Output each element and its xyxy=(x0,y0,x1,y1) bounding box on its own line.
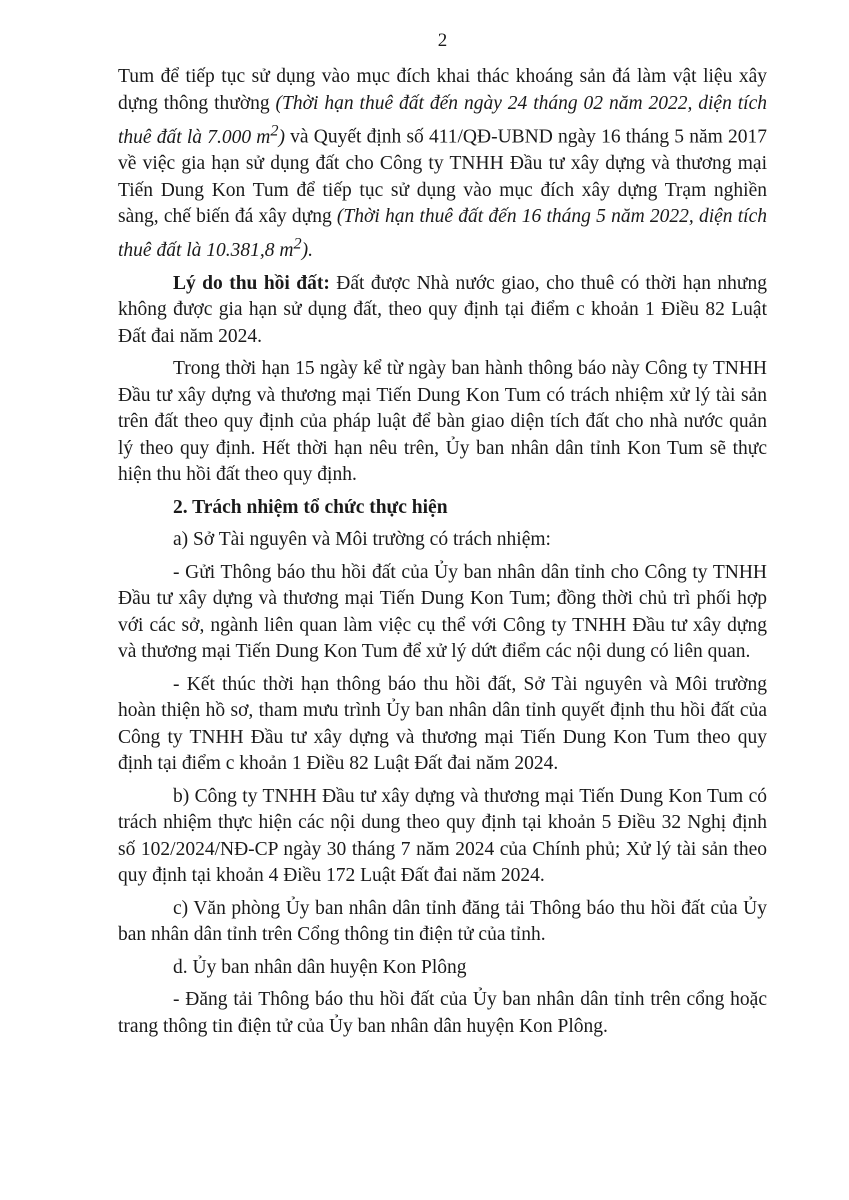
item-b: b) Công ty TNHH Đầu tư xây dựng và thương mại Tiến Dung Kon Tum có trách nhiệm thực hiện các nội dung theo quy định tại khoản 5 Điều 32 Nghị định số 102/2024/NĐ-CP ngày 30 tháng 7 năm 2024 của Chính phủ; Xử lý tài sản theo quy định tại khoản 4 Điều 172 Luật Đất đai năm 2024. xyxy=(118,785,767,886)
item-d-bullet-1: - Đăng tải Thông báo thu hồi đất của Ủy ban nhân dân tỉnh trên cổng hoặc trang thông tin điện tử của Ủy ban nhân dân huyện Kon Plông. xyxy=(118,989,767,1037)
paragraph-deadline: Trong thời hạn 15 ngày kể từ ngày ban hành thông báo này Công ty TNHH Đầu tư xây dựng và thương mại Tiến Dung Kon Tum có trách nhiệm xử lý tài sản trên đất theo quy định của pháp luật để bàn giao diện tích đất cho nhà nước quản lý theo quy định. Hết thời hạn nêu trên, Ủy ban nhân dân tỉnh Kon Tum sẽ thực hiện thu hồi đất theo quy định. xyxy=(118,358,767,485)
section-heading-responsibilities: 2. Trách nhiệm tổ chức thực hiện xyxy=(173,496,448,518)
p1-italic-b-text: (Thời hạn thuê đất đến 16 tháng 5 năm 2022, diện tích thuê đất là 10.381,8 m xyxy=(118,206,767,261)
p1-italic-a-text: (Thời hạn thuê đất đến ngày 24 tháng 02 năm 2022, diện tích thuê đất là 7.000 m xyxy=(118,92,767,148)
reason-text: Đất được Nhà nước giao, cho thuê có thời hạn nhưng không được gia hạn sử dụng đất, theo quy định tại điểm c khoản 1 Điều 82 Luật Đất đai năm 2024. xyxy=(118,272,767,347)
item-a-bullet-2: - Kết thúc thời hạn thông báo thu hồi đất, Sở Tài nguyên và Môi trường hoàn thiện hồ sơ, tham mưu trình Ủy ban nhân dân tỉnh quyết định thu hồi đất của Công ty TNHH Đầu tư xây dựng và thương mại Tiến Dung Kon Tum theo quy định tại điểm c khoản 1 Điều 82 Luật Đất đai năm 2024. xyxy=(118,673,767,774)
p1-text-a: Tum để tiếp tục sử dụng vào mục đích khai thác khoáng sản đá làm vật liệu xây dựng thông thường xyxy=(118,66,767,114)
paragraph-land-lease-decisions xyxy=(118,64,767,265)
item-a-bullet-1: - Gửi Thông báo thu hồi đất của Ủy ban nhân dân tỉnh cho Công ty TNHH Đầu tư xây dựng và thương mại Tiến Dung Kon Tum; đồng thời chủ trì phối hợp với các sở, ngành liên quan làm việc cụ thể với Công ty TNHH Đầu tư xây dựng và thương mại Tiến Dung Kon Tum để xử lý dứt điểm các nội dung có liên quan. xyxy=(118,561,767,662)
paragraph-reason xyxy=(118,271,767,351)
p1-sup-b: 2 xyxy=(293,234,302,253)
item-c: c) Văn phòng Ủy ban nhân dân tỉnh đăng tải Thông báo thu hồi đất của Ủy ban nhân dân tỉnh trên Cổng thông tin điện tử của tỉnh. xyxy=(118,897,767,945)
item-d-heading: d. Ủy ban nhân dân huyện Kon Plông xyxy=(173,956,467,978)
page-number: 2 xyxy=(437,30,448,51)
reason-label: Lý do thu hồi đất: xyxy=(173,272,330,294)
item-a-heading: a) Sở Tài nguyên và Môi trường có trách nhiệm: xyxy=(173,529,551,550)
p1-text-b: và Quyết định số 411/QĐ-UBND ngày 16 tháng 5 năm 2017 về việc gia hạn sử dụng đất cho Công ty TNHH Đầu tư xây dựng và thương mại Tiến Dung Kon Tum để tiếp tục sử dụng vào mục đích xây dựng Trạm nghiền sàng, chế biến đá xây dựng xyxy=(118,126,767,227)
p1-sup-a: 2 xyxy=(270,121,279,139)
p1-close-b: ). xyxy=(301,240,313,261)
p1-close-a: ) xyxy=(278,126,285,148)
